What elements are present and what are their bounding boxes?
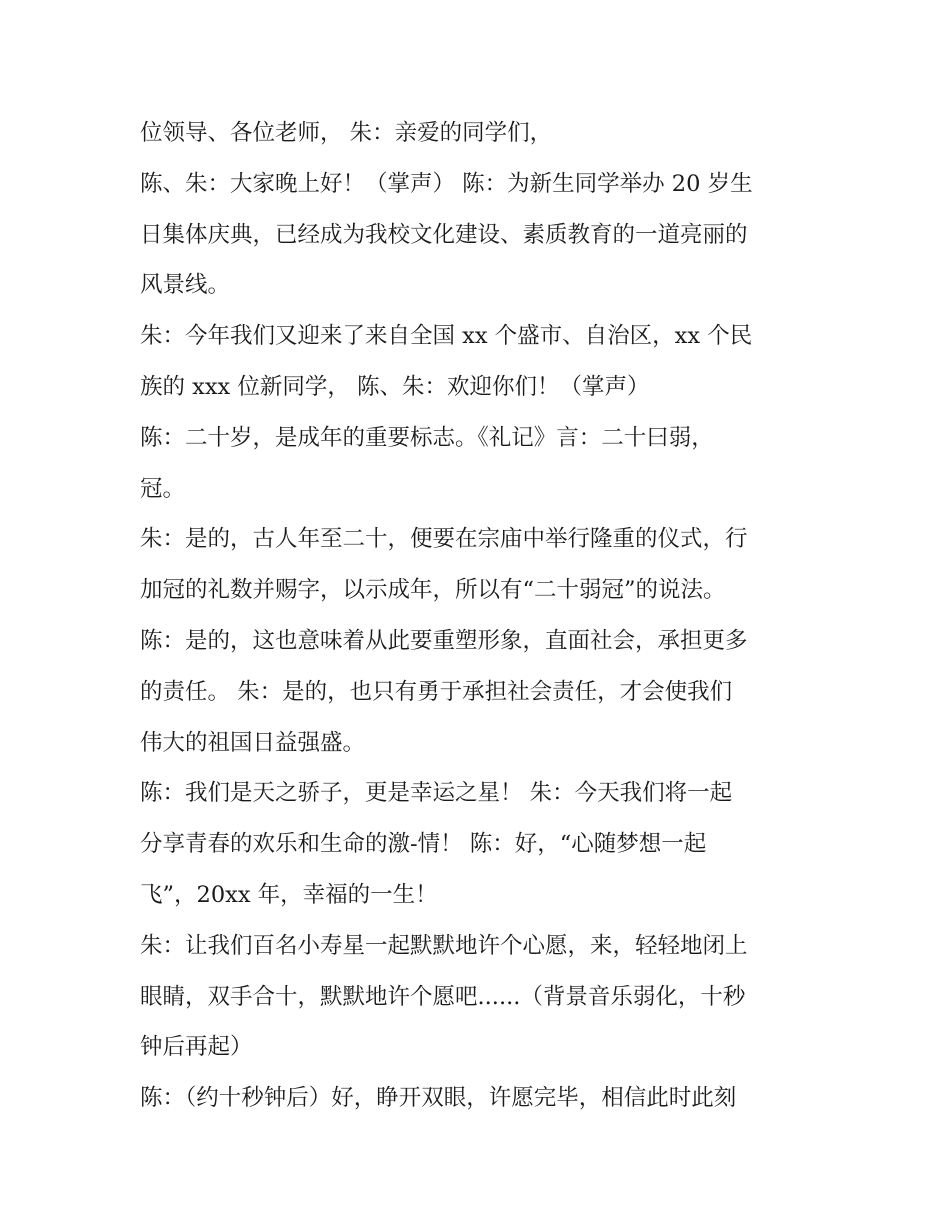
text-line: 钟后再起）	[140, 1034, 253, 1061]
text-line: 朱：是的，古人年至二十，便要在宗庙中举行隆重的仪式，行	[140, 526, 748, 553]
text-line: 伟大的祖国日益强盛。	[140, 729, 366, 756]
text-line: 陈：是的，这也意味着从此要重塑形象，直面社会，承担更多	[140, 627, 748, 654]
text-line: 陈、朱：大家晚上好！（掌声） 陈：为新生同学举办 20 岁生	[140, 170, 753, 197]
text-line: 朱：今年我们又迎来了来自全国 xx 个盛市、自治区，xx 个民	[140, 323, 753, 350]
text-line: 风景线。	[140, 272, 231, 299]
speech-script-text	[140, 108, 820, 1124]
text-line: 日集体庆典，已经成为我校文化建设、素质教育的一道亮丽的	[140, 221, 748, 248]
text-line: 陈：我们是天之骄子，更是幸运之星！ 朱：今天我们将一起	[140, 780, 733, 807]
text-line: 陈：二十岁，是成年的重要标志。《礼记》言：二十曰弱，	[140, 424, 714, 451]
text-line: 的责任。 朱：是的，也只有勇于承担社会责任，才会使我们	[140, 678, 733, 705]
text-line: 朱：让我们百名小寿星一起默默地许个心愿，来，轻轻地闭上	[140, 932, 748, 959]
text-line: 陈：（约十秒钟后）好，睁开双眼，许愿完毕，相信此时此刻	[140, 1085, 737, 1112]
text-line: 族的 xxx 位新同学， 陈、朱：欢迎你们！（掌声）	[140, 373, 650, 400]
text-line: 位领导、各位老师， 朱：亲爱的同学们，	[140, 120, 553, 146]
text-line: 冠。	[140, 475, 186, 502]
text-line: 眼睛，双手合十，默默地许个愿吧......（背景音乐弱化，十秒	[140, 983, 746, 1010]
text-line: 加冠的礼数并赐字，以示成年，所以有“二十弱冠”的说法。	[140, 577, 726, 604]
text-line: 分享青春的欢乐和生命的激-情！ 陈：好，“心随梦想一起	[140, 831, 707, 858]
text-line: 飞”，20xx 年，幸福的一生！	[140, 881, 438, 908]
